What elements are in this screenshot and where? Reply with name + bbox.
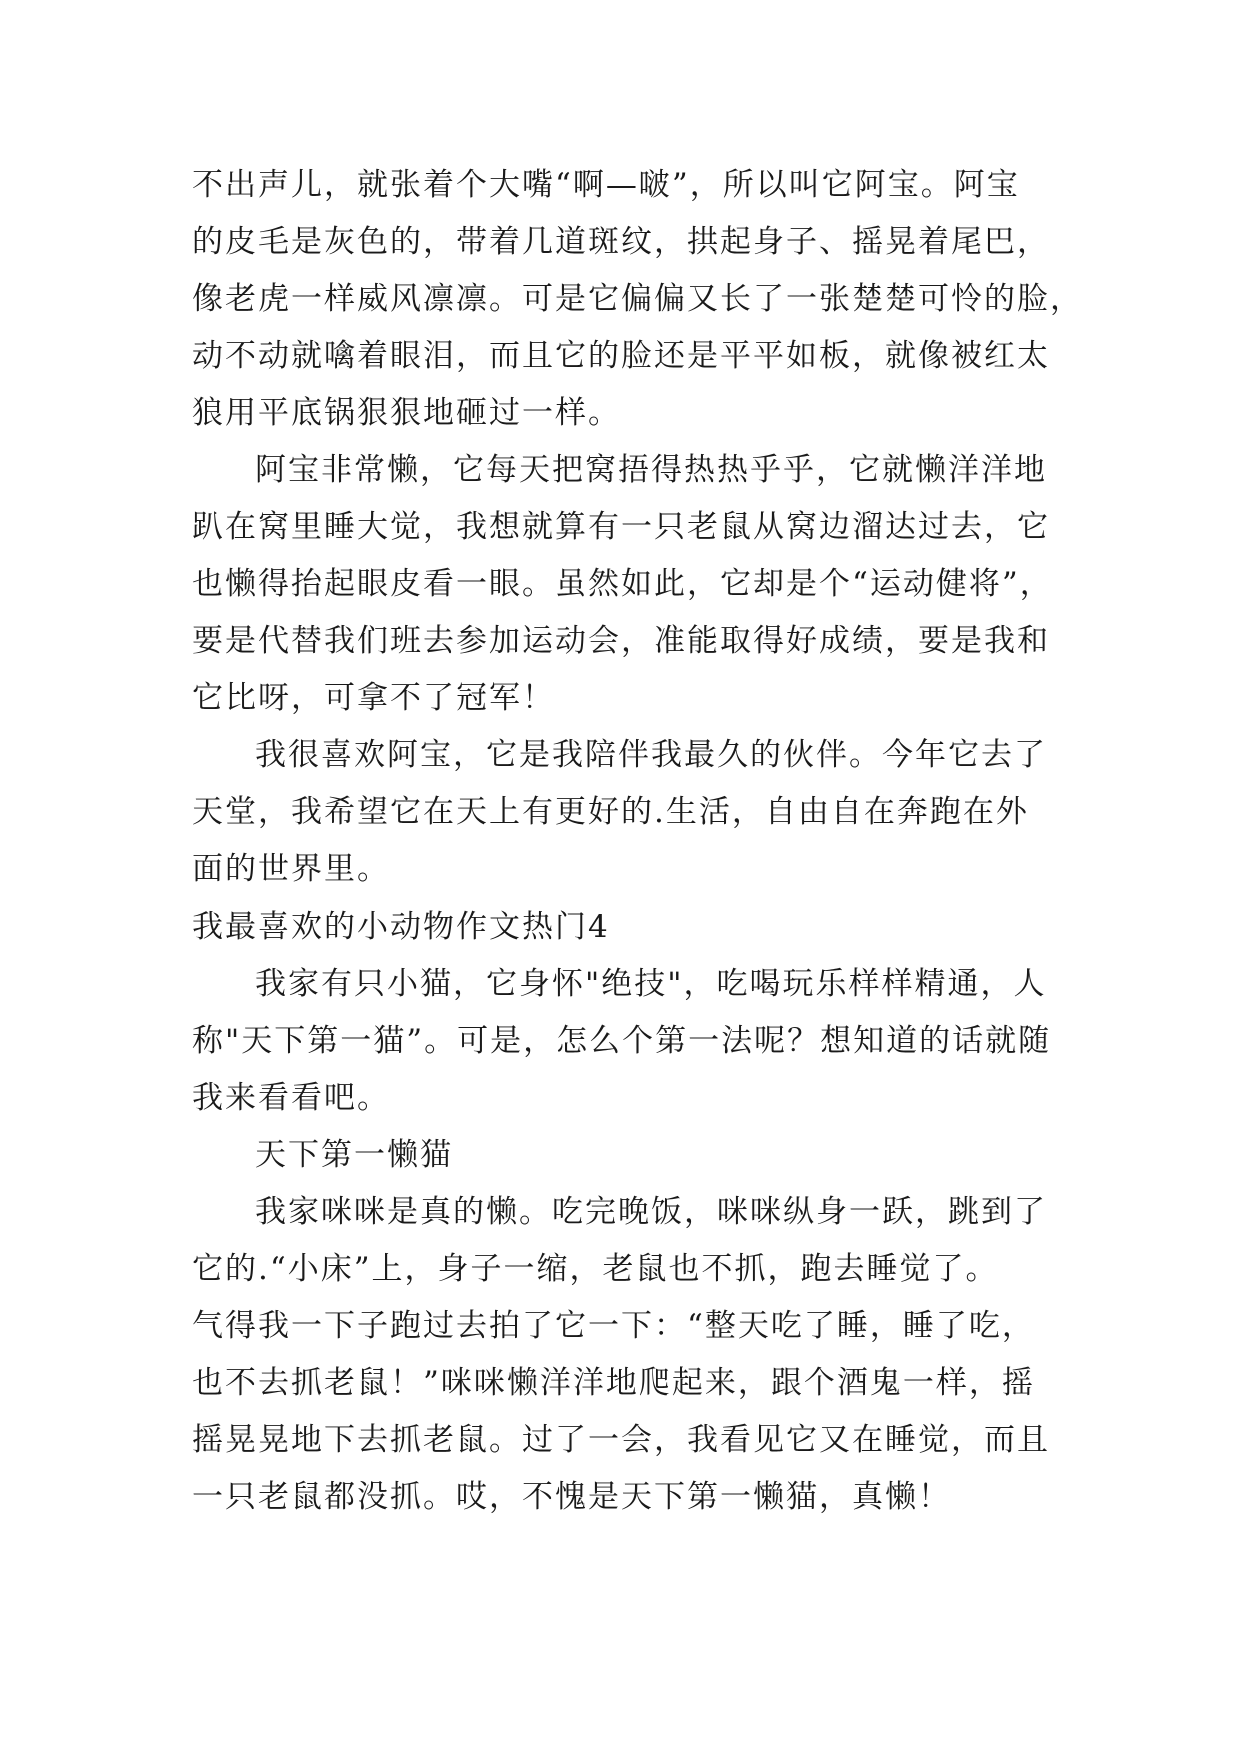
- text-line: 气得我一下子跑过去拍了它一下：“整天吃了睡，睡了吃，: [192, 1308, 1035, 1344]
- text-line: 趴在窝里睡大觉，我想就算有一只老鼠从窝边溜达过去，它: [192, 509, 1050, 545]
- paragraph-start-line: 阿宝非常懒，它每天把窝捂得热热乎乎，它就懒洋洋地: [255, 452, 1047, 488]
- text-line: 它比呀，可拿不了冠军！: [192, 680, 555, 716]
- text-line: 一只老鼠都没抓。哎，不愧是天下第一懒猫，真懒！: [192, 1479, 951, 1515]
- text-line: 也懒得抬起眼皮看一眼。虽然如此，它却是个“运动健将”，: [192, 566, 1053, 602]
- text-line: 像老虎一样威风凛凛。可是它偏偏又长了一张楚楚可怜的脸，: [192, 281, 1083, 317]
- text-line: 要是代替我们班去参加运动会，准能取得好成绩，要是我和: [192, 623, 1050, 659]
- text-line: 我来看看吧。: [192, 1080, 390, 1116]
- paragraph-start-line: 我家有只小猫，它身怀"绝技"，吃喝玩乐样样精通，人: [255, 966, 1047, 1002]
- text-line: 狼用平底锅狠狠地砸过一样。: [192, 395, 621, 431]
- paragraph-start-line: 我很喜欢阿宝，它是我陪伴我最久的伙伴。今年它去了: [255, 737, 1047, 773]
- text-line: 也不去抓老鼠！”咪咪懒洋洋地爬起来，跟个酒鬼一样，摇: [192, 1365, 1035, 1401]
- text-line: 的皮毛是灰色的，带着几道斑纹，拱起身子、摇晃着尾巴，: [192, 224, 1050, 260]
- text-line: 动不动就噙着眼泪，而且它的脸还是平平如板，就像被红太: [192, 338, 1050, 374]
- text-line: 称"天下第一猫”。可是，怎么个第一法呢？想知道的话就随: [192, 1023, 1052, 1059]
- text-line: 摇晃晃地下去抓老鼠。过了一会，我看见它又在睡觉，而且: [192, 1422, 1050, 1458]
- paragraph-start-line: 我家咪咪是真的懒。吃完晚饭，咪咪纵身一跃，跳到了: [255, 1194, 1047, 1230]
- text-line: 面的世界里。: [192, 851, 390, 887]
- text-line: 它的.“小床”上，身子一缩，老鼠也不抓，跑去睡觉了。: [192, 1251, 999, 1287]
- text-line: 天堂，我希望它在天上有更好的.生活，自由自在奔跑在外: [192, 794, 1029, 830]
- text-line: 不出声儿，就张着个大嘴“啊—啵”，所以叫它阿宝。阿宝: [192, 167, 1020, 203]
- subheading: 天下第一懒猫: [255, 1137, 453, 1173]
- section-title: 我最喜欢的小动物作文热门4: [192, 909, 610, 945]
